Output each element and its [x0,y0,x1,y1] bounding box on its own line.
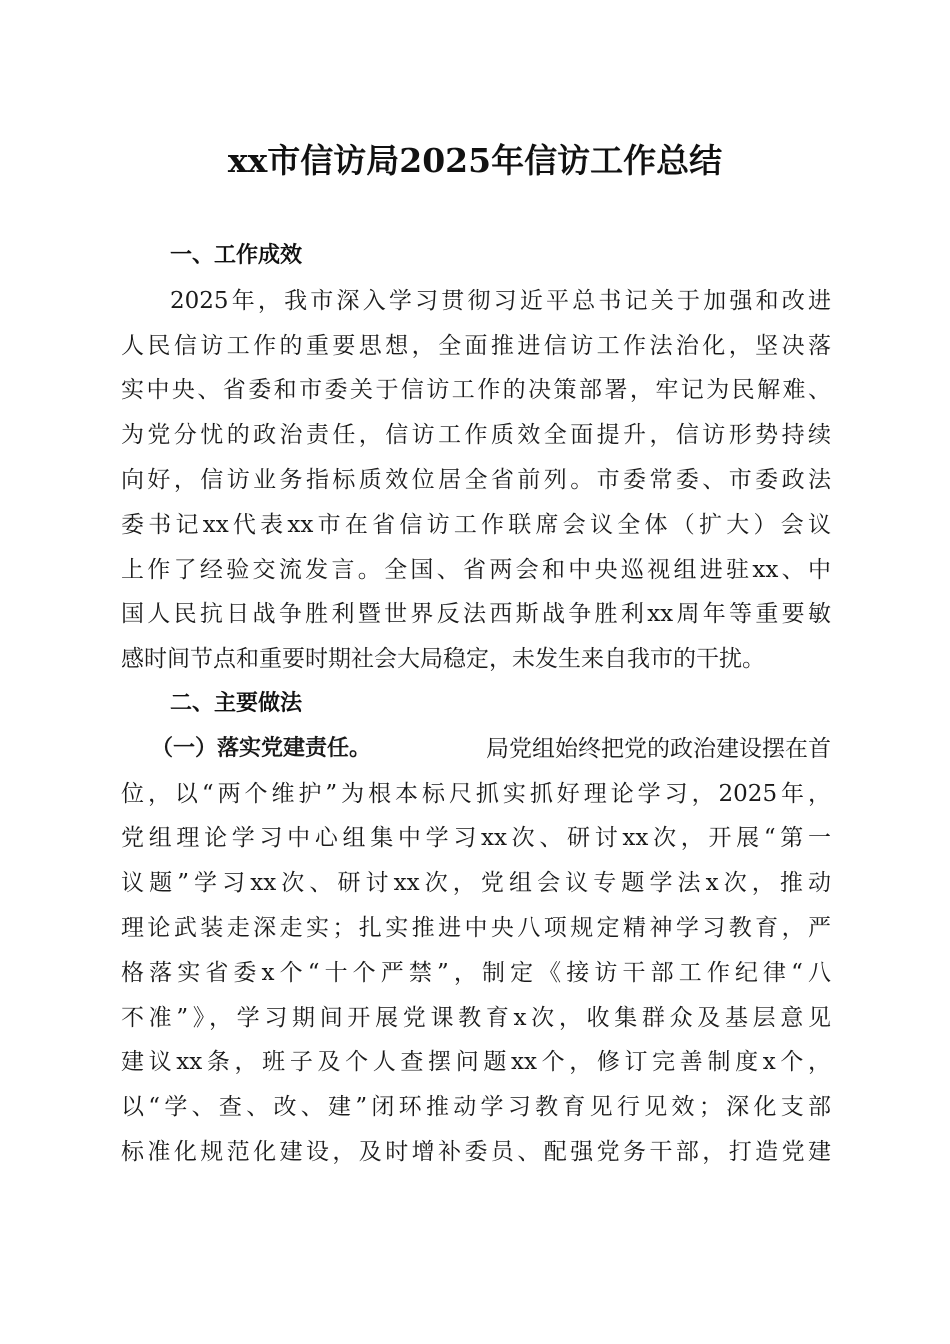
document-body [121,234,831,1175]
paragraph-line: 向好，信访业务指标质效位居全省前列。市委常委、市委政法 [121,466,831,493]
paragraph-line: 国人民抗日战争胜利暨世界反法西斯战争胜利xx周年等重要敏 [121,601,831,628]
paragraph-line: 感时间节点和重要时期社会大局稳定，未发生来自我市的干扰。 [121,646,765,673]
paragraph-line: 位，以“两个维护”为根本标尺抓实抓好理论学习，2025年， [121,780,831,807]
paragraph-line: 为党分忧的政治责任，信访工作质效全面提升，信访形势持续 [121,422,831,449]
paragraph-line: 建议xx条，班子及个人查摆问题xx个，修订完善制度x个， [121,1049,831,1076]
paragraph-line: 2025年，我市深入学习贯彻习近平总书记关于加强和改进 [170,287,831,314]
paragraph-line: 实中央、省委和市委关于信访工作的决策部署，牢记为民解难、 [121,377,831,404]
paragraph-first-line [121,727,831,772]
paragraph-line: 人民信访工作的重要思想，全面推进信访工作法治化，坚决落 [121,332,831,359]
paragraph-line: 委书记xx代表xx市在省信访工作联席会议全体（扩大）会议 [121,511,831,538]
paragraph-line: 上作了经验交流发言。全国、省两会和中央巡视组进驻xx、中 [121,556,831,583]
section-heading-practices: 二、主要做法 [170,690,303,716]
paragraph-line: 理论武装走深走实；扎实推进中央八项规定精神学习教育，严 [121,914,831,941]
document-title: xx市信访局2025年信访工作总结 [227,141,723,180]
section-heading-achievements: 一、工作成效 [170,243,303,268]
paragraph-line: 不准”》，学习期间开展党课教育x次，收集群众及基层意见 [121,1004,831,1031]
paragraph-line: 党组理论学习中心组集中学习xx次、研讨xx次，开展“第一 [121,825,831,852]
subsection-heading: （一）落实党建责任。 [151,735,372,761]
paragraph-line: 以“学、查、改、建”闭环推动学习教育见行见效；深化支部 [121,1094,831,1121]
paragraph-line-rest: 局党组始终把党的政治建设摆在首 [486,735,831,762]
paragraph-line: 议题”学习xx次、研讨xx次，党组会议专题学法x次，推动 [121,870,831,897]
paragraph-line: 格落实省委x个“十个严禁”，制定《接访干部工作纪律“八 [121,959,831,986]
paragraph-line: 标准化规范化建设，及时增补委员、配强党务干部，打造党建 [121,1138,831,1165]
